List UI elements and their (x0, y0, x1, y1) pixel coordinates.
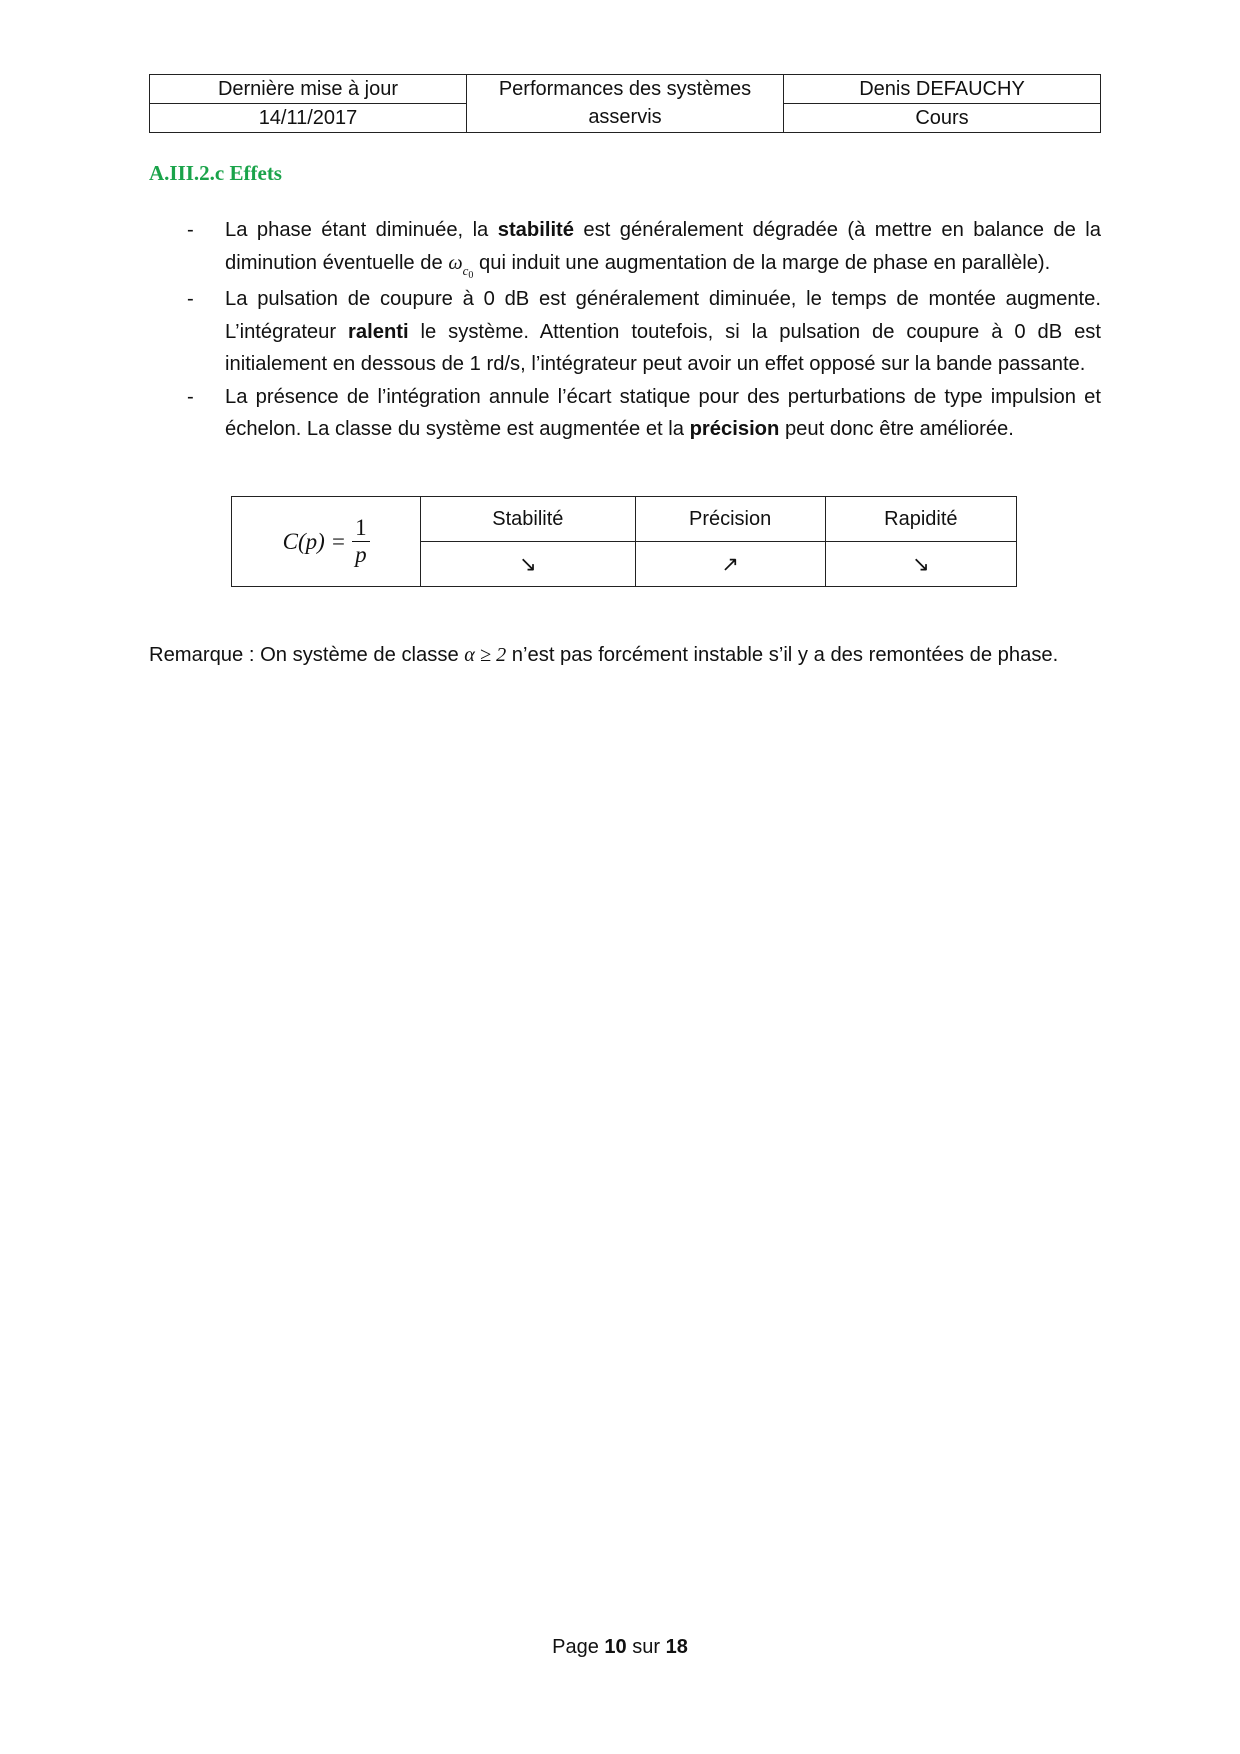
section-heading: A.III.2.c Effets (149, 161, 282, 185)
bullet-text: qui induit une augmentation de la marge de phase en parallèle). (473, 251, 1051, 274)
transfer-function-cell (232, 497, 421, 587)
column-header-precision: Précision (635, 497, 825, 542)
omega-symbol (448, 251, 474, 281)
bullet-text: est généralement dégradée (à mettre en balance de la diminution éventuelle de (225, 219, 1101, 274)
footer-page-total: 18 (665, 1636, 688, 1658)
omega-char: ω (448, 251, 463, 274)
bullet-bold-term: ralenti (348, 320, 409, 343)
bullet-text: La phase étant diminuée, la (225, 219, 498, 241)
transfer-function-formula (283, 515, 370, 568)
stability-effect-arrow: ↘ (421, 542, 635, 587)
remark-text: n’est pas forcément instable s’il y a des remontées de phase. (506, 644, 1059, 666)
title-line-2: asservis (588, 106, 662, 128)
footer-page-number: 10 (604, 1636, 627, 1658)
remark-text: Remarque : On système de classe (149, 644, 465, 666)
page-footer (0, 1636, 1240, 1659)
bullet-item-speed (149, 283, 1101, 381)
omega-subscript-index: 0 (468, 269, 474, 281)
formula-lhs: C(p) = (282, 528, 347, 554)
bullet-dash: - (187, 288, 194, 310)
bullet-text: peut donc être améliorée. (779, 418, 1014, 440)
bullet-text: La présence de l’intégration annule l’écart statique pour des perturbations de type impulsion et échelon. La classe du système est augmentée et la (225, 385, 1101, 440)
bullet-item-stability (149, 214, 1101, 283)
bullet-item-precision (149, 381, 1101, 446)
remark-math: α ≥ 2 (464, 644, 507, 666)
formula-fraction (352, 515, 370, 568)
footer-of-word: sur (632, 1636, 661, 1658)
effects-table (231, 496, 1017, 587)
speed-effect-arrow: ↘ (825, 542, 1016, 587)
bullet-bold-term: stabilité (497, 219, 575, 241)
formula-numerator: 1 (352, 515, 370, 542)
title-line-1: Performances des systèmes (498, 78, 752, 100)
precision-effect-arrow: ↗ (635, 542, 825, 587)
bullet-text: le système. Attention toutefois, si la pulsation de coupure à 0 dB est initialement en dessous de 1 rd/s, l’intégrateur peut avoir un effet opposé sur la bande passante. (225, 320, 1102, 375)
bullet-dash: - (187, 385, 194, 408)
document-type: Cours (784, 104, 1101, 133)
last-update-label: Dernière mise à jour (150, 75, 467, 104)
header-table (149, 74, 1101, 133)
omega-subscript: c (462, 262, 469, 278)
column-header-stability: Stabilité (421, 497, 635, 542)
bullet-bold-term: précision (689, 418, 780, 440)
bullet-list (149, 214, 1101, 446)
bullet-text: La pulsation de coupure à 0 dB est généralement diminuée, le temps de montée augmente. L’intégrateur (225, 288, 1101, 343)
remark-paragraph (149, 640, 1058, 670)
footer-page-word: Page (552, 1636, 599, 1658)
formula-denominator: p (355, 542, 367, 567)
last-update-date: 14/11/2017 (150, 104, 467, 133)
bullet-dash: - (187, 219, 194, 241)
document-title (467, 75, 784, 133)
column-header-speed: Rapidité (825, 497, 1016, 542)
author-name: Denis DEFAUCHY (784, 75, 1101, 104)
